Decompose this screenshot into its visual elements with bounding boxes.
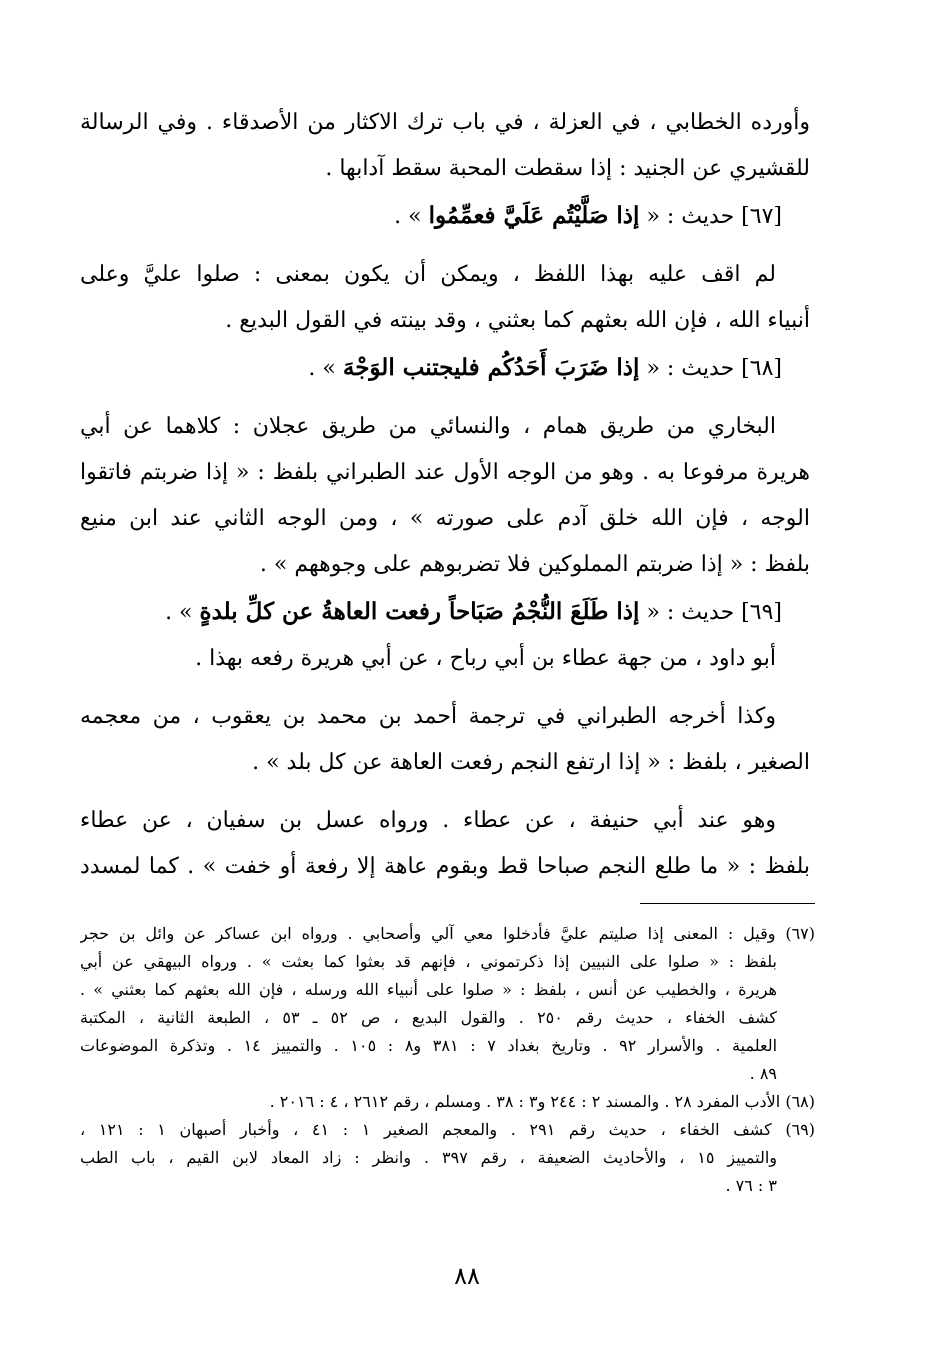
hadith-heading-69 xyxy=(80,588,810,636)
footnote-line: (٦٩) كشف الخفاء ، حديث رقم ٢٩١ . والمعجم الصغير ١ : ٤١ ، وأخبار أصبهان ١ : ١٢١ ، xyxy=(80,1120,815,1139)
main-text xyxy=(80,100,810,890)
quote-close: » . xyxy=(394,204,422,229)
footnote-line: هريرة ، والخطيب عن أنس ، بلفظ : « صلوا على أنبياء الله ورسله ، فإن الله بعثهم كما بعثني » . xyxy=(80,980,777,999)
quote-open: « xyxy=(646,600,660,625)
footnote-line: والتمييز ١٥ ، والأحاديث الضعيفة ، رقم ٣٩٧ . وانظر : زاد المعاد لابن القيم ، باب الطب xyxy=(80,1148,777,1167)
quote-open: « xyxy=(646,356,660,381)
footnote-line: العلمية . والأسرار ٩٢ . وتاريخ بغداد ٧ : ٣٨١ و٨ : ١٠٥ . والتمييز ١٤ . وتذكرة الموضوعات xyxy=(80,1036,778,1055)
page-number: ٨٨ xyxy=(454,1262,480,1290)
text-line: الصغير ، بلفظ : « إذا ارتفع النجم رفعت العاهة عن كل بلد » . xyxy=(252,750,810,775)
footnote-line: ٣ : ٧٦ . xyxy=(725,1176,777,1195)
text-line: البخاري من طريق همام ، والنسائي من طريق عجلان : كلاهما عن أبي xyxy=(80,414,776,439)
footnote-separator xyxy=(640,903,815,904)
quote-open: « xyxy=(646,204,660,229)
paragraph xyxy=(80,252,810,344)
footnote-line: كشف الخفاء ، حديث رقم ٢٥٠ . والقول البديع ، ص ٥٢ ـ ٥٣ ، الطبعة الثانية ، المكتبة xyxy=(80,1008,778,1027)
footnote-67 xyxy=(80,920,815,1088)
text-line: بلفظ : « ما طلع النجم صباحا قط وبقوم عاهة إلا رفعة أو خفت » . كما لمسدد xyxy=(80,854,810,879)
text-line: أنبياء الله ، فإن الله بعثهم كما بعثني ، وقد بينته في القول البديع . xyxy=(225,308,810,333)
text-line: أبو داود ، من جهة عطاء بن أبي رباح ، عن أبي هريرة رفعه بهذا . xyxy=(195,646,776,671)
hadith-heading-68 xyxy=(80,344,810,392)
paragraph xyxy=(80,694,810,786)
text-line: بلفظ : « إذا ضربتم المملوكين فلا تضربوهم على وجوههم » . xyxy=(259,552,810,577)
footnote-line: ٨٩ . xyxy=(749,1064,777,1083)
footnote-68 xyxy=(80,1088,815,1116)
footnote-line: (٦٨) الأدب المفرد ٢٨ . والمسند ٢ : ٢٤٤ و٣ : ٣٨ . ومسلم ، رقم ٢٦١٢ ، ٤ : ٢٠١٦ . xyxy=(269,1092,815,1111)
hadith-heading-67 xyxy=(80,192,810,240)
hadith-text: إذا طَلَعَ النُّجْمُ صَبَاحاً رفعت العاهةُ عن كلِّ بلدةٍ xyxy=(199,598,640,625)
hadith-number: [٦٧] حديث : xyxy=(666,204,782,229)
footnote-69 xyxy=(80,1116,815,1200)
text-line: للقشيري عن الجنيد : إذا سقطت المحبة سقط آدابها . xyxy=(325,156,810,181)
quote-close: » . xyxy=(308,356,336,381)
footnote-line: (٦٧) وقيل : المعنى إذا صليتم عليَّ فأدخلوا معي آلي وأصحابي . ورواه ابن عساكر عن وائل بن حجر xyxy=(80,924,815,943)
paragraph xyxy=(80,636,810,682)
text-line: لم اقف عليه بهذا اللفظ ، ويمكن أن يكون بمعنى : صلوا عليَّ وعلى xyxy=(80,262,776,287)
hadith-text: إذا ضَرَبَ أَحَدُكُم فليجتنب الوَجْهَ xyxy=(342,354,640,381)
text-line: وأورده الخطابي ، في العزلة ، في باب ترك الاكثار من الأصدقاء . وفي الرسالة xyxy=(80,110,810,135)
hadith-text: إذا صَلَّيْتُم عَلَيَّ فعمِّمُوا xyxy=(428,202,640,229)
text-line: وكذا أخرجه الطبراني في ترجمة أحمد بن محمد بن يعقوب ، من معجمه xyxy=(80,704,776,729)
text-line: هريرة مرفوعا به . وهو من الوجه الأول عند الطبراني بلفظ : « إذا ضربتم فاتقوا xyxy=(80,460,810,485)
text-line: وهو عند أبي حنيفة ، عن عطاء . ورواه عسل بن سفيان ، عن عطاء xyxy=(80,808,776,833)
quote-close: » . xyxy=(165,600,193,625)
paragraph xyxy=(80,404,810,588)
footnotes xyxy=(80,920,815,1200)
text-line: الوجه ، فإن الله خلق آدم على صورته » ، ومن الوجه الثاني عند ابن منيع xyxy=(80,506,810,531)
paragraph xyxy=(80,798,810,890)
hadith-number: [٦٩] حديث : xyxy=(666,600,782,625)
hadith-number: [٦٨] حديث : xyxy=(666,356,782,381)
paragraph xyxy=(80,100,810,192)
footnote-line: بلفظ : « صلوا على النبيين إذا ذكرتموني ، فإنهم قد بعثوا كما بعثت » . ورواه البيهقي عن أبي xyxy=(80,952,777,971)
